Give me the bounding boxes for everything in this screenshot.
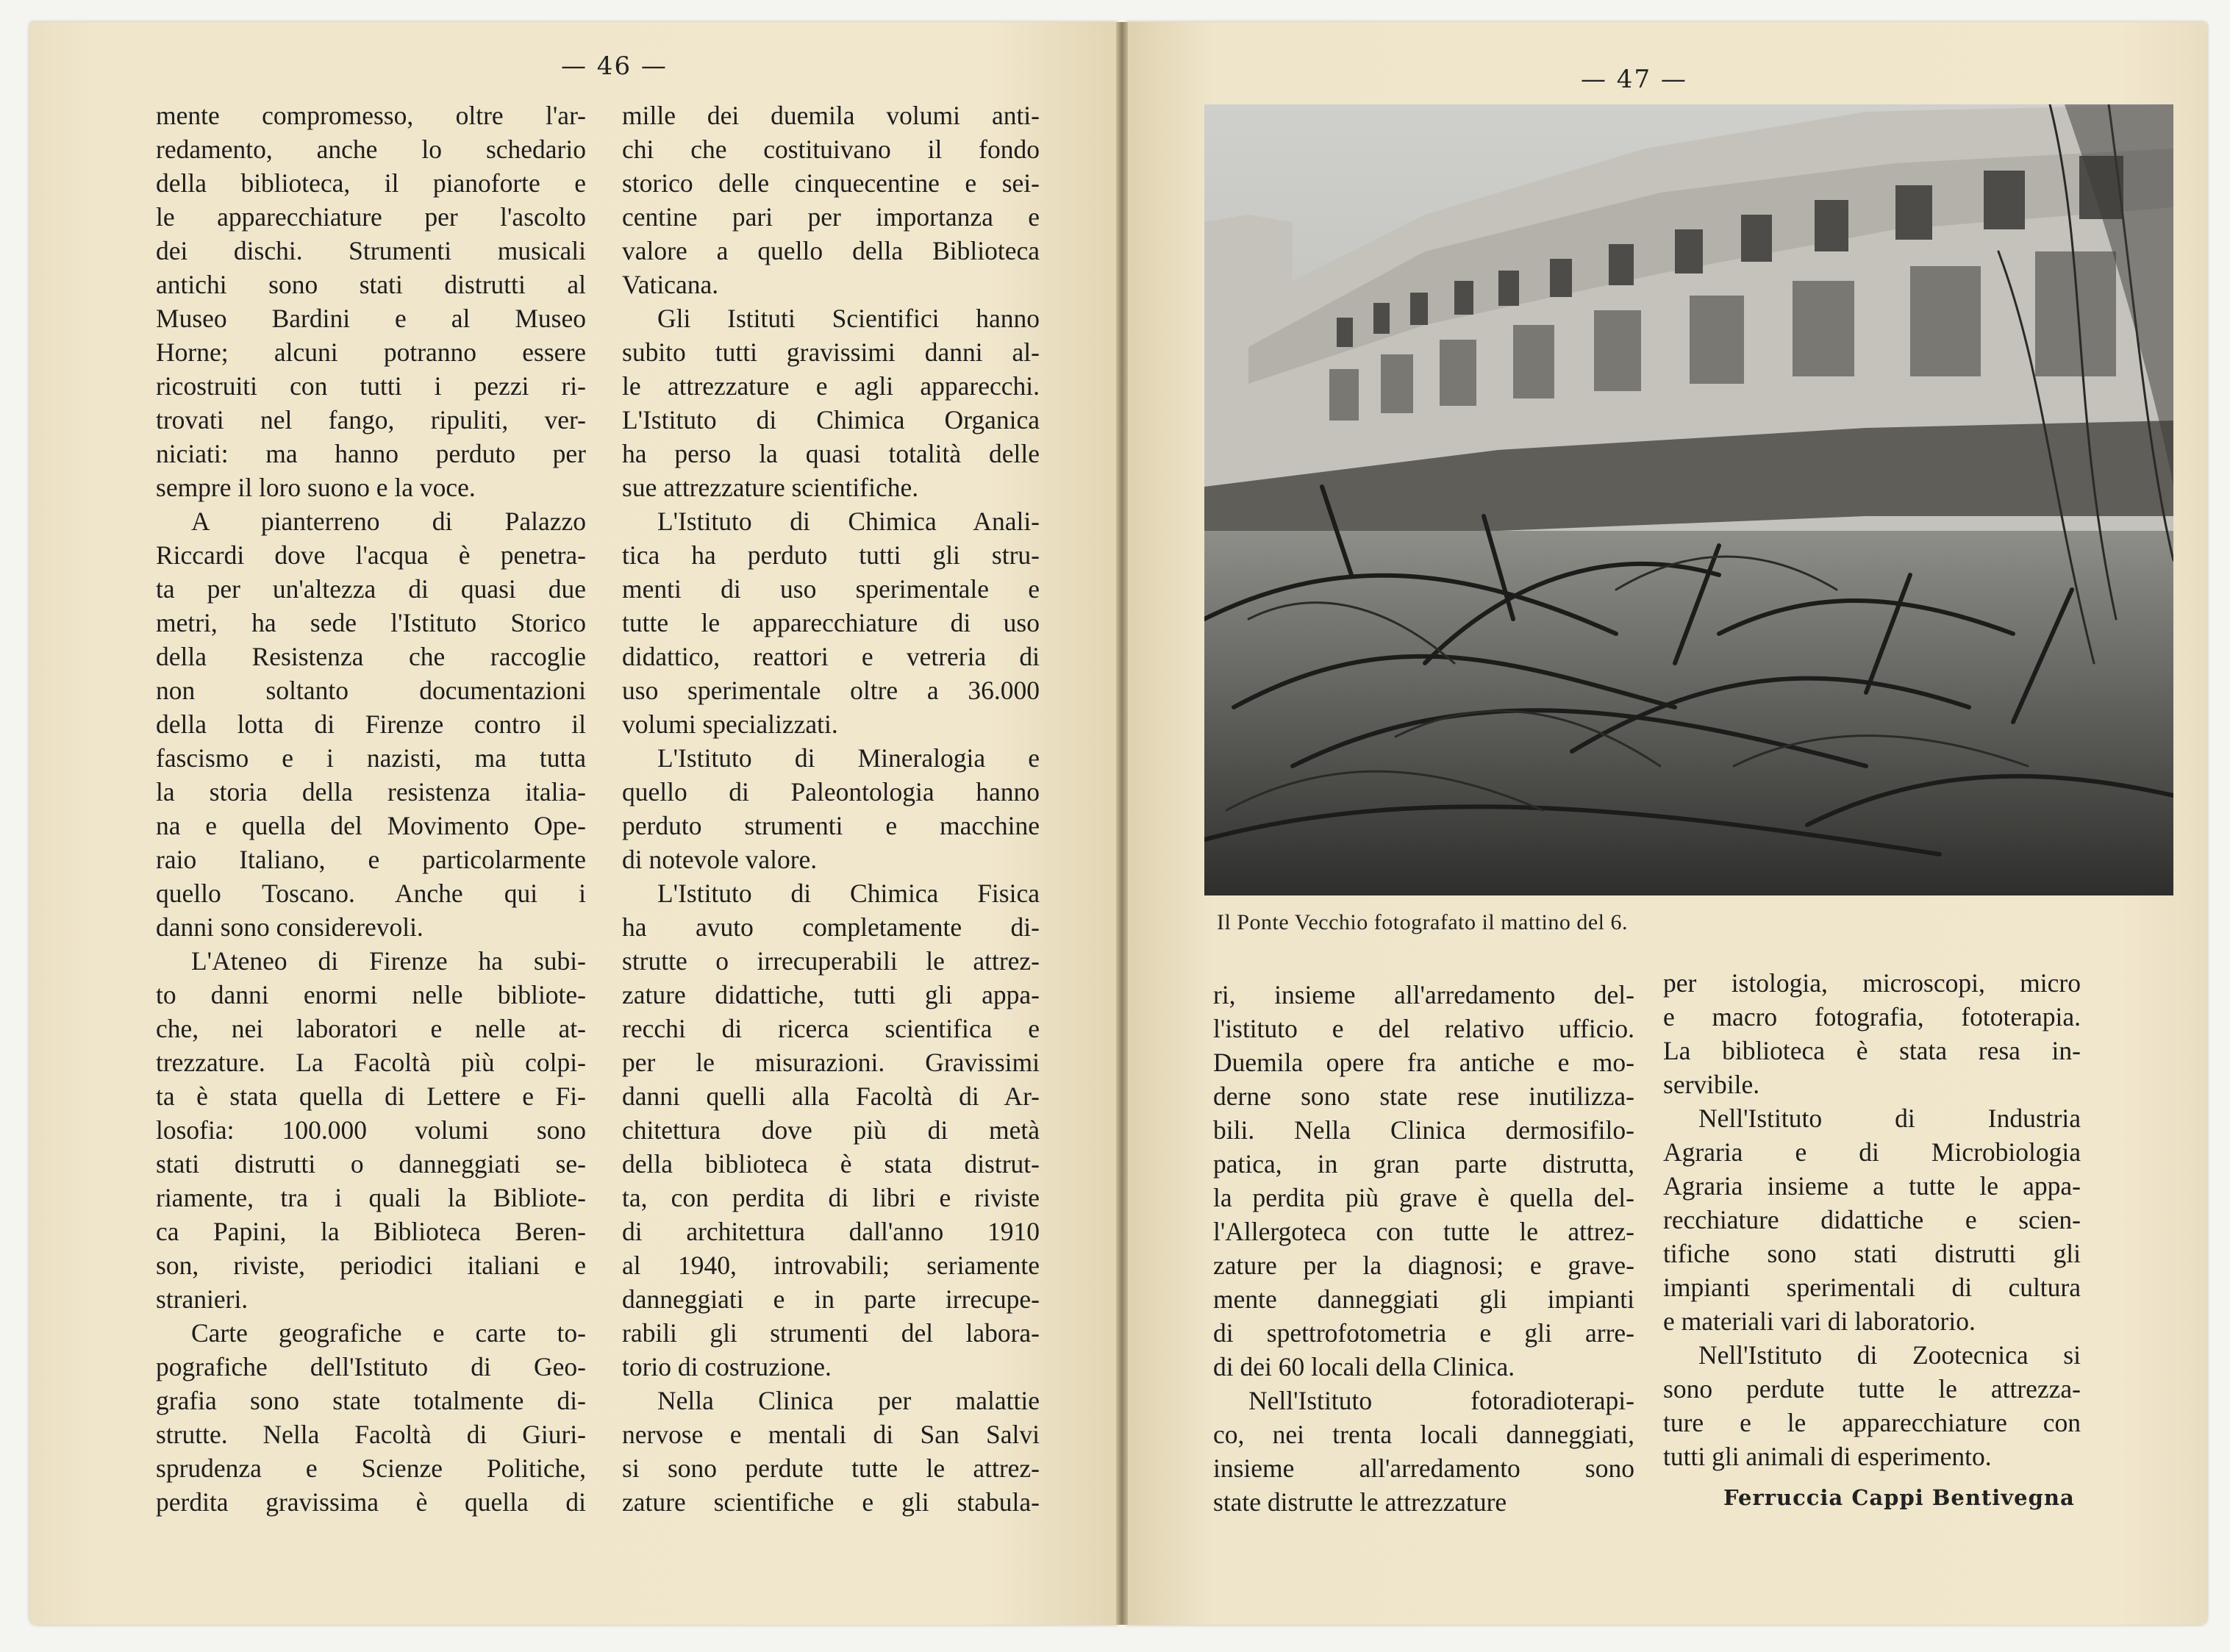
text-line: niciati: ma hanno perduto per <box>156 439 586 468</box>
text-line: volumi specializzati. <box>622 709 838 739</box>
text-line: danni sono considerevoli. <box>156 912 424 942</box>
text-line: ha perso la quasi totalità delle <box>622 439 1040 468</box>
text-line: la perdita più grave è quella del- <box>1213 1183 1634 1212</box>
text-line: Agraria insieme a tutte le appa- <box>1663 1171 2081 1201</box>
text-line: didattico, reattori e vetreria di <box>622 642 1040 671</box>
page-number-47: — 47 — <box>1581 65 1687 94</box>
text-line: Nella Clinica per malattie <box>657 1386 1040 1415</box>
text-line: chi che costituivano il fondo <box>622 135 1040 164</box>
text-line: Nell'Istituto fotoradioterapi- <box>1248 1386 1634 1415</box>
text-line: L'Istituto di Chimica Anali- <box>657 507 1040 536</box>
text-line: antichi sono stati distrutti al <box>156 270 586 299</box>
text-line: nervose e mentali di San Salvi <box>622 1420 1040 1449</box>
text-line: bili. Nella Clinica dermosifilo- <box>1213 1115 1634 1145</box>
text-line: ha avuto completamente di- <box>622 912 1040 942</box>
text-line: stranieri. <box>156 1284 249 1314</box>
text-line: menti di uso sperimentale e <box>622 574 1040 604</box>
text-line: tica ha perduto tutti gli stru- <box>622 540 1040 570</box>
text-line: centine pari per importanza e <box>622 202 1040 232</box>
text-line: L'Ateneo di Firenze ha subi- <box>191 946 586 976</box>
text-line: insieme all'arredamento sono <box>1213 1453 1634 1483</box>
text-line: Nell'Istituto di Zootecnica si <box>1698 1340 2081 1370</box>
text-line: sono perdute tutte le attrezza- <box>1663 1374 2081 1404</box>
text-line: redamento, anche lo schedario <box>156 135 586 164</box>
text-line: che, nei laboratori e nelle at- <box>156 1014 586 1043</box>
text-line: perduto strumenti e macchine <box>622 811 1040 840</box>
text-line: della Resistenza che raccoglie <box>156 642 586 671</box>
text-line: danneggiati e in parte irrecupe- <box>622 1284 1040 1314</box>
text-line: e macro fotografia, fototerapia. <box>1663 1002 2081 1031</box>
text-line: tifiche sono stati distrutti gli <box>1663 1239 2081 1268</box>
right-column-2 <box>1663 966 2081 1473</box>
text-line: servibile. <box>1663 1070 1760 1099</box>
text-line: L'Istituto di Chimica Organica <box>622 405 1040 435</box>
text-line: ta è stata quella di Lettere e Fi- <box>156 1081 586 1111</box>
text-line: si sono perdute tutte le attrez- <box>622 1453 1040 1483</box>
text-line: Nell'Istituto di Industria <box>1698 1104 2081 1133</box>
text-line: mente compromesso, oltre l'ar- <box>156 101 586 130</box>
text-line: trezzature. La Facoltà più colpi- <box>156 1048 586 1077</box>
author-signature: Ferruccia Cappi Bentivegna <box>1723 1485 2075 1510</box>
text-line: grafia sono state totalmente di- <box>156 1386 586 1415</box>
book-gutter <box>1116 22 1128 1625</box>
text-line: Riccardi dove l'acqua è penetra- <box>156 540 586 570</box>
page-number-46: — 46 — <box>561 51 668 81</box>
text-line: impianti sperimentali di cultura <box>1663 1273 2081 1302</box>
text-line: della lotta di Firenze contro il <box>156 709 586 739</box>
text-line: di dei 60 locali della Clinica. <box>1213 1352 1515 1381</box>
text-line: ca Papini, la Biblioteca Beren- <box>156 1217 586 1246</box>
text-line: ri, insieme all'arredamento del- <box>1213 980 1634 1009</box>
text-line: per istologia, microscopi, micro <box>1663 968 2081 998</box>
text-line: non soltanto documentazioni <box>156 676 586 705</box>
text-line: tutti gli animali di esperimento. <box>1663 1442 1992 1471</box>
text-line: recchiature didattiche e scien- <box>1663 1205 2081 1234</box>
text-line: sue attrezzature scientifiche. <box>622 473 919 502</box>
text-line: mente danneggiati gli impianti <box>1213 1284 1634 1314</box>
text-line: raio Italiano, e particolarmente <box>156 845 586 874</box>
text-line: Duemila opere fra antiche e mo- <box>1213 1048 1634 1077</box>
text-line: fascismo e i nazisti, ma tutta <box>156 743 586 773</box>
text-line: La biblioteca è stata resa in- <box>1663 1036 2081 1065</box>
text-line: na e quella del Movimento Ope- <box>156 811 586 840</box>
text-line: recchi di ricerca scientifica e <box>622 1014 1040 1043</box>
text-line: della biblioteca è stata distrut- <box>622 1149 1040 1179</box>
text-line: L'Istituto di Mineralogia e <box>657 743 1040 773</box>
text-line: quello Toscano. Anche qui i <box>156 879 586 908</box>
text-line: Vaticana. <box>622 270 719 299</box>
text-line: le attrezzature e agli apparecchi. <box>622 371 1040 401</box>
text-line: di notevole valore. <box>622 845 818 874</box>
text-line: stati distrutti o danneggiati se- <box>156 1149 586 1179</box>
text-line: della biblioteca, il pianoforte e <box>156 168 586 198</box>
text-line: zature didattiche, tutti gli appa- <box>622 980 1040 1009</box>
text-line: ta, con perdita di libri e riviste <box>622 1183 1040 1212</box>
text-line: storico delle cinquecentine e sei- <box>622 168 1040 198</box>
text-line: danni quelli alla Facoltà di Ar- <box>622 1081 1040 1111</box>
right-column-1 <box>1213 978 1634 1519</box>
text-line: ricostruiti con tutti i pezzi ri- <box>156 371 586 401</box>
text-line: strutte. Nella Facoltà di Giuri- <box>156 1420 586 1449</box>
text-line: quello di Paleontologia hanno <box>622 777 1040 807</box>
left-column-1 <box>156 99 586 1519</box>
text-line: ta per un'altezza di quasi due <box>156 574 586 604</box>
text-line: le apparecchiature per l'ascolto <box>156 202 586 232</box>
text-line: son, riviste, periodici italiani e <box>156 1251 586 1280</box>
text-line: sprudenza e Scienze Politiche, <box>156 1453 586 1483</box>
text-line: zature per la diagnosi; e grave- <box>1213 1251 1634 1280</box>
photo-caption: Il Ponte Vecchio fotografato il mattino del 6. <box>1217 910 1628 934</box>
text-line: Carte geografiche e carte to- <box>191 1318 586 1348</box>
text-line: A pianterreno di Palazzo <box>191 507 586 536</box>
text-line: riamente, tra i quali la Bibliote- <box>156 1183 586 1212</box>
text-line: Agraria e di Microbiologia <box>1663 1137 2081 1167</box>
text-line: pografiche dell'Istituto di Geo- <box>156 1352 586 1381</box>
left-column-2 <box>622 99 1040 1519</box>
text-line: perdita gravissima è quella di <box>156 1487 586 1517</box>
text-line: trovati nel fango, ripuliti, ver- <box>156 405 586 435</box>
text-line: subito tutti gravissimi danni al- <box>622 337 1040 367</box>
text-line: la storia della resistenza italia- <box>156 777 586 807</box>
text-line: sempre il loro suono e la voce. <box>156 473 476 502</box>
text-line: zature scientifiche e gli stabula- <box>622 1487 1040 1517</box>
text-line: mille dei duemila volumi anti- <box>622 101 1040 130</box>
text-line: ture e le apparecchiature con <box>1663 1408 2081 1437</box>
text-line: valore a quello della Biblioteca <box>622 236 1040 265</box>
text-line: state distrutte le attrezzature <box>1213 1487 1507 1517</box>
text-line: al 1940, introvabili; seriamente <box>622 1251 1040 1280</box>
text-line: strutte o irrecuperabili le attrez- <box>622 946 1040 976</box>
text-line: dei dischi. Strumenti musicali <box>156 236 586 265</box>
text-line: derne sono state rese inutilizza- <box>1213 1081 1634 1111</box>
text-line: Gli Istituti Scientifici hanno <box>657 304 1040 333</box>
text-line: co, nei trenta locali danneggiati, <box>1213 1420 1634 1449</box>
text-line: per le misurazioni. Gravissimi <box>622 1048 1040 1077</box>
ponte-vecchio-photo <box>1204 104 2173 895</box>
text-line: di spettrofotometria e gli arre- <box>1213 1318 1634 1348</box>
text-line: to danni enormi nelle bibliote- <box>156 980 586 1009</box>
text-line: L'Istituto di Chimica Fisica <box>657 879 1040 908</box>
text-line: di architettura dall'anno 1910 <box>622 1217 1040 1246</box>
text-line: l'istituto e del relativo ufficio. <box>1213 1014 1634 1043</box>
text-line: rabili gli strumenti del labora- <box>622 1318 1040 1348</box>
text-line: l'Allergoteca con tutte le attrez- <box>1213 1217 1634 1246</box>
text-line: losofia: 100.000 volumi sono <box>156 1115 586 1145</box>
text-line: tutte le apparecchiature di uso <box>622 608 1040 637</box>
text-line: torio di costruzione. <box>622 1352 832 1381</box>
text-line: metri, ha sede l'Istituto Storico <box>156 608 586 637</box>
text-line: Horne; alcuni potranno essere <box>156 337 586 367</box>
text-line: Museo Bardini e al Museo <box>156 304 586 333</box>
text-line: chitettura dove più di metà <box>622 1115 1040 1145</box>
text-line: patica, in gran parte distrutta, <box>1213 1149 1634 1179</box>
text-line: e materiali vari di laboratorio. <box>1663 1306 1976 1336</box>
text-line: uso sperimentale oltre a 36.000 <box>622 676 1040 705</box>
